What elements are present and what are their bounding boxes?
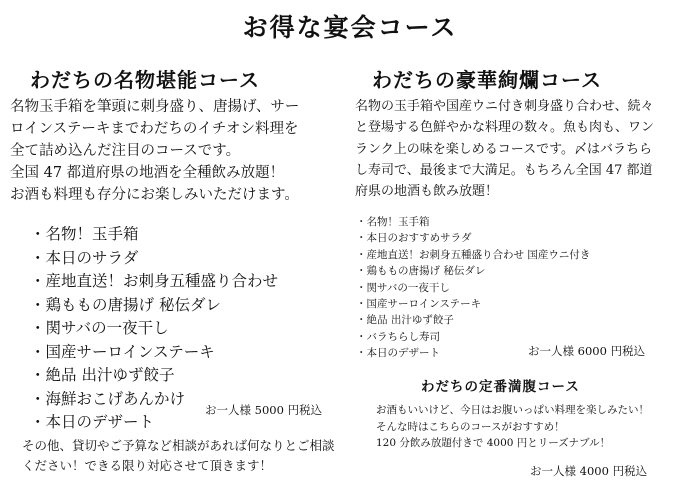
menu-item: ・ 関サバの一夜干し — [30, 317, 278, 341]
description-line: し寿司で、最後まで大満足。もちろん全国 47 都道 — [355, 162, 653, 178]
description-line: 府県の地酒も飲み放題！ — [355, 184, 499, 200]
course-left-description — [10, 96, 360, 206]
course-sub-description — [376, 402, 649, 452]
menu-item: ・ 産地直送！お刺身五種盛り合わせ — [30, 270, 278, 294]
description-line: 名物の玉手箱や国産ウニ付き刺身盛り合わせ、続々 — [355, 99, 654, 114]
menu-item: ・ 名物！玉手箱 — [30, 223, 278, 247]
menu-item: ・ 関サバの一夜干し — [356, 280, 590, 296]
menu-item: ・ 産地直送！お刺身五種盛り合わせ 国産ウニ付き — [356, 247, 590, 263]
description-line: そんな時はこちらのコースがおすすめ！ — [376, 420, 565, 433]
menu-item: ・ 鶏ももの唐揚げ 秘伝ダレ — [30, 294, 278, 318]
description-line: 名物玉手箱を筆頭に刺身盛り、唐揚げ、サー — [10, 99, 300, 115]
menu-item: ・ 国産サーロインステーキ — [356, 296, 590, 312]
menu-item: ・ 鶏ももの唐揚げ 秘伝ダレ — [356, 263, 590, 279]
description-line: 120 分飲み放題付きで 4000 円とリーズナブル！ — [376, 437, 611, 449]
description-line: 全国 47 都道府県の地酒を全種飲み放題！ — [10, 165, 285, 181]
description-line: お酒もいいけど、今日はお腹いっぱい料理を楽しみたい！ — [376, 404, 649, 416]
menu-item: ・ 本日のサラダ — [30, 247, 278, 271]
page-title: お得な宴会コース — [242, 13, 458, 42]
course-left-heading: わだちの名物堪能コース — [30, 68, 260, 92]
note-line: その他、貸切やご予算など相談があれば何なりとご相談 — [22, 438, 335, 453]
menu-item: ・ 名物！玉手箱 — [356, 214, 590, 230]
course-right-menu — [356, 214, 590, 362]
menu-item: ・ 絶品 出汁ゆず餃子 — [30, 364, 278, 388]
course-sub-price: お一人様 4000 円税込 — [530, 464, 648, 478]
description-line: ロインステーキまでわだちのイチオシ料理を — [10, 121, 299, 137]
course-sub-heading: わだちの定番満腹コース — [421, 379, 580, 395]
description-line: と登場する色鮮やかな料理の数々。魚も肉も、ワン — [355, 120, 655, 136]
description-line: ランク上の味を楽しめるコースです。〆はバラちら — [355, 141, 653, 157]
note-line: ください！できる限り対応させて頂きます！ — [22, 458, 273, 473]
course-left-price: お一人様 5000 円税込 — [205, 403, 323, 417]
menu-item: ・ 絶品 出汁ゆず餃子 — [356, 312, 590, 328]
menu-item: ・ バラちらし寿司 — [356, 329, 590, 345]
course-right-price: お一人様 6000 円税込 — [528, 344, 646, 358]
menu-item: ・ 国産サーロインステーキ — [30, 341, 278, 365]
menu-item: ・ 本日のデザート — [356, 345, 590, 361]
course-right-description — [355, 96, 695, 202]
menu-item: ・ 本日のおすすめサラダ — [356, 230, 590, 246]
description-line: 全て詰め込んだ注目のコースです。 — [10, 143, 241, 159]
consultation-note — [22, 436, 335, 476]
description-line: お酒も料理も存分にお楽しみいただけます。 — [10, 187, 299, 203]
course-right-heading: わだちの豪華絢爛コース — [372, 68, 602, 92]
menu-item: ・ 海鮮おこげあんかけ — [30, 388, 278, 412]
menu-item: ・ 本日のデザート — [30, 411, 278, 435]
